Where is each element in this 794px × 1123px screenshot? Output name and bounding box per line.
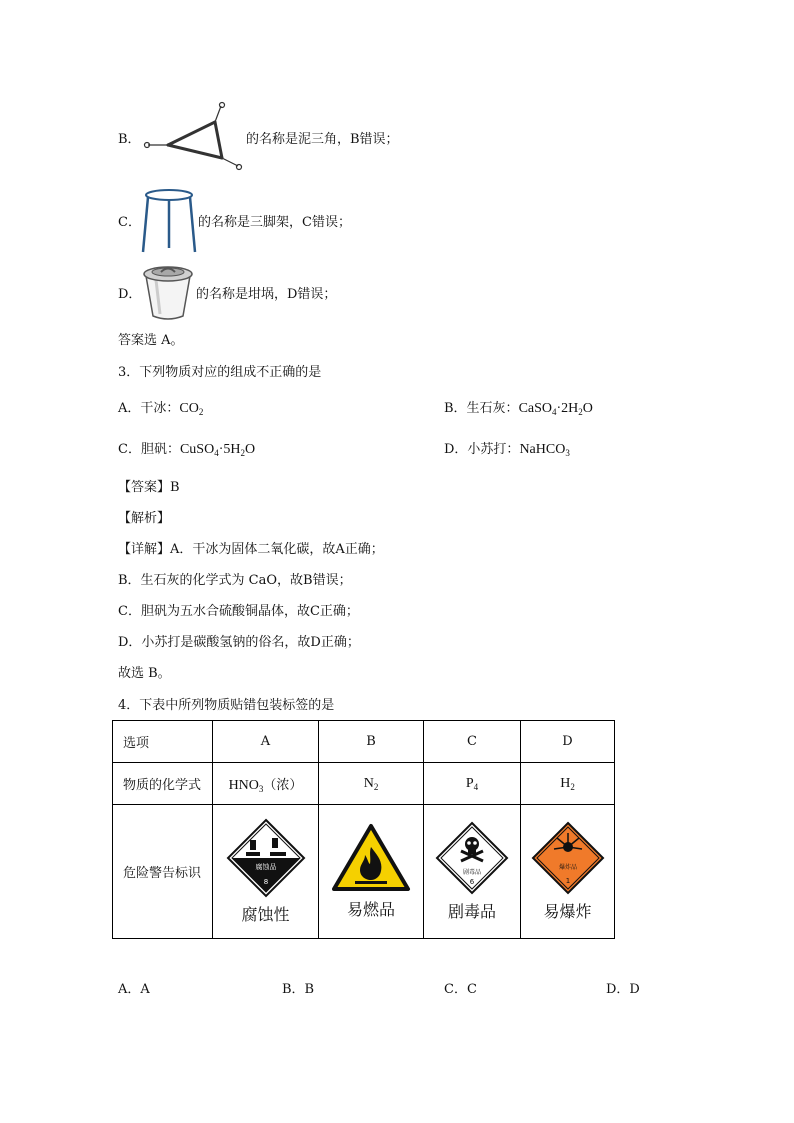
- q4-choice-c: C．C: [444, 982, 477, 997]
- crucible-icon: [140, 262, 196, 324]
- q4-choice-a: A．A: [118, 982, 150, 997]
- sign-cell-d: [521, 805, 615, 939]
- formula-d: $H_2$: [521, 763, 615, 805]
- item-c-letter: C．: [118, 215, 141, 230]
- item-b-letter: B．: [118, 132, 141, 147]
- q4-choice-d: D．D: [606, 982, 640, 997]
- col-header-a: A: [213, 721, 319, 763]
- item-d-text: 的名称是坩埚，D错误；: [196, 287, 337, 302]
- item-c-text: 的名称是三脚架，C错误；: [198, 215, 351, 230]
- q4-choice-b: B．B: [282, 982, 315, 997]
- sign-cell-b: [319, 805, 424, 939]
- sign-caption-b: 易燃品: [346, 900, 395, 919]
- formula-c: $P_4$: [424, 763, 521, 805]
- q3-answer: 【答案】B: [118, 480, 180, 495]
- flammable-sign-icon: [331, 823, 411, 893]
- toxic-class-number: 6: [469, 878, 475, 886]
- sign-cell-a: [213, 805, 319, 939]
- q3-detail: 【详解】A．干冰为固体二氧化碳，故A正确；: [118, 542, 384, 557]
- corrosive-sign-icon: [226, 818, 306, 898]
- clay-triangle-icon: [142, 100, 246, 172]
- q3-line-d: D．小苏打是碳酸氢钠的俗名，故D正确；: [118, 635, 360, 650]
- q4-stem: 4．下表中所列物质贴错包装标签的是: [118, 698, 335, 713]
- col-header-c: C: [424, 721, 521, 763]
- toxic-inner-label: 剧毒品: [462, 869, 482, 876]
- corrosive-class-number: 8: [263, 878, 268, 886]
- q3-option-a: A．干冰：$CO_2$: [118, 401, 204, 417]
- row-label-formula: 物质的化学式: [113, 763, 213, 805]
- sign-cell-c: [424, 805, 521, 939]
- tripod-icon: [140, 186, 198, 256]
- explosive-class-number: 1: [565, 877, 570, 885]
- q3-conclusion: 故选 B。: [118, 666, 171, 681]
- corrosive-inner-label: 腐蚀品: [255, 863, 276, 871]
- formula-b: $N_2$: [319, 763, 424, 805]
- formula-a: $HNO_3$（浓）: [213, 763, 319, 805]
- q3-analysis-title: 【解析】: [118, 511, 171, 526]
- q3-line-c: C．胆矾为五水合硫酸铜晶体，故C正确；: [118, 604, 359, 619]
- col-header-d: D: [521, 721, 615, 763]
- item-b-text: 的名称是泥三角，B错误；: [246, 132, 399, 147]
- row-label-warning: 危险警告标识: [113, 805, 213, 939]
- sign-caption-d: 易爆炸: [543, 902, 592, 921]
- previous-answer: 答案选 A。: [118, 333, 184, 348]
- q3-option-c: C．胆矾：$CuSO_4\cdot 5H_2O$: [118, 442, 256, 458]
- q3-option-d: D．小苏打：NaHCO$_3$: [444, 442, 570, 458]
- q3-option-b: B．生石灰：$CaSO_4\cdot 2H_2O$: [444, 401, 593, 417]
- q4-table: [112, 720, 615, 939]
- row-label-option: 选项: [113, 721, 213, 763]
- item-d-letter: D．: [118, 287, 142, 302]
- sign-caption-a: 腐蚀性: [241, 905, 290, 924]
- explosive-inner-label: 爆炸品: [558, 864, 577, 871]
- q3-line-b: B．生石灰的化学式为 CaO，故B错误；: [118, 573, 352, 588]
- q3-stem: 3．下列物质对应的组成不正确的是: [118, 365, 322, 380]
- toxic-sign-icon: [435, 821, 509, 895]
- sign-caption-c: 剧毒品: [447, 902, 496, 921]
- col-header-b: B: [319, 721, 424, 763]
- explosive-sign-icon: [531, 821, 605, 895]
